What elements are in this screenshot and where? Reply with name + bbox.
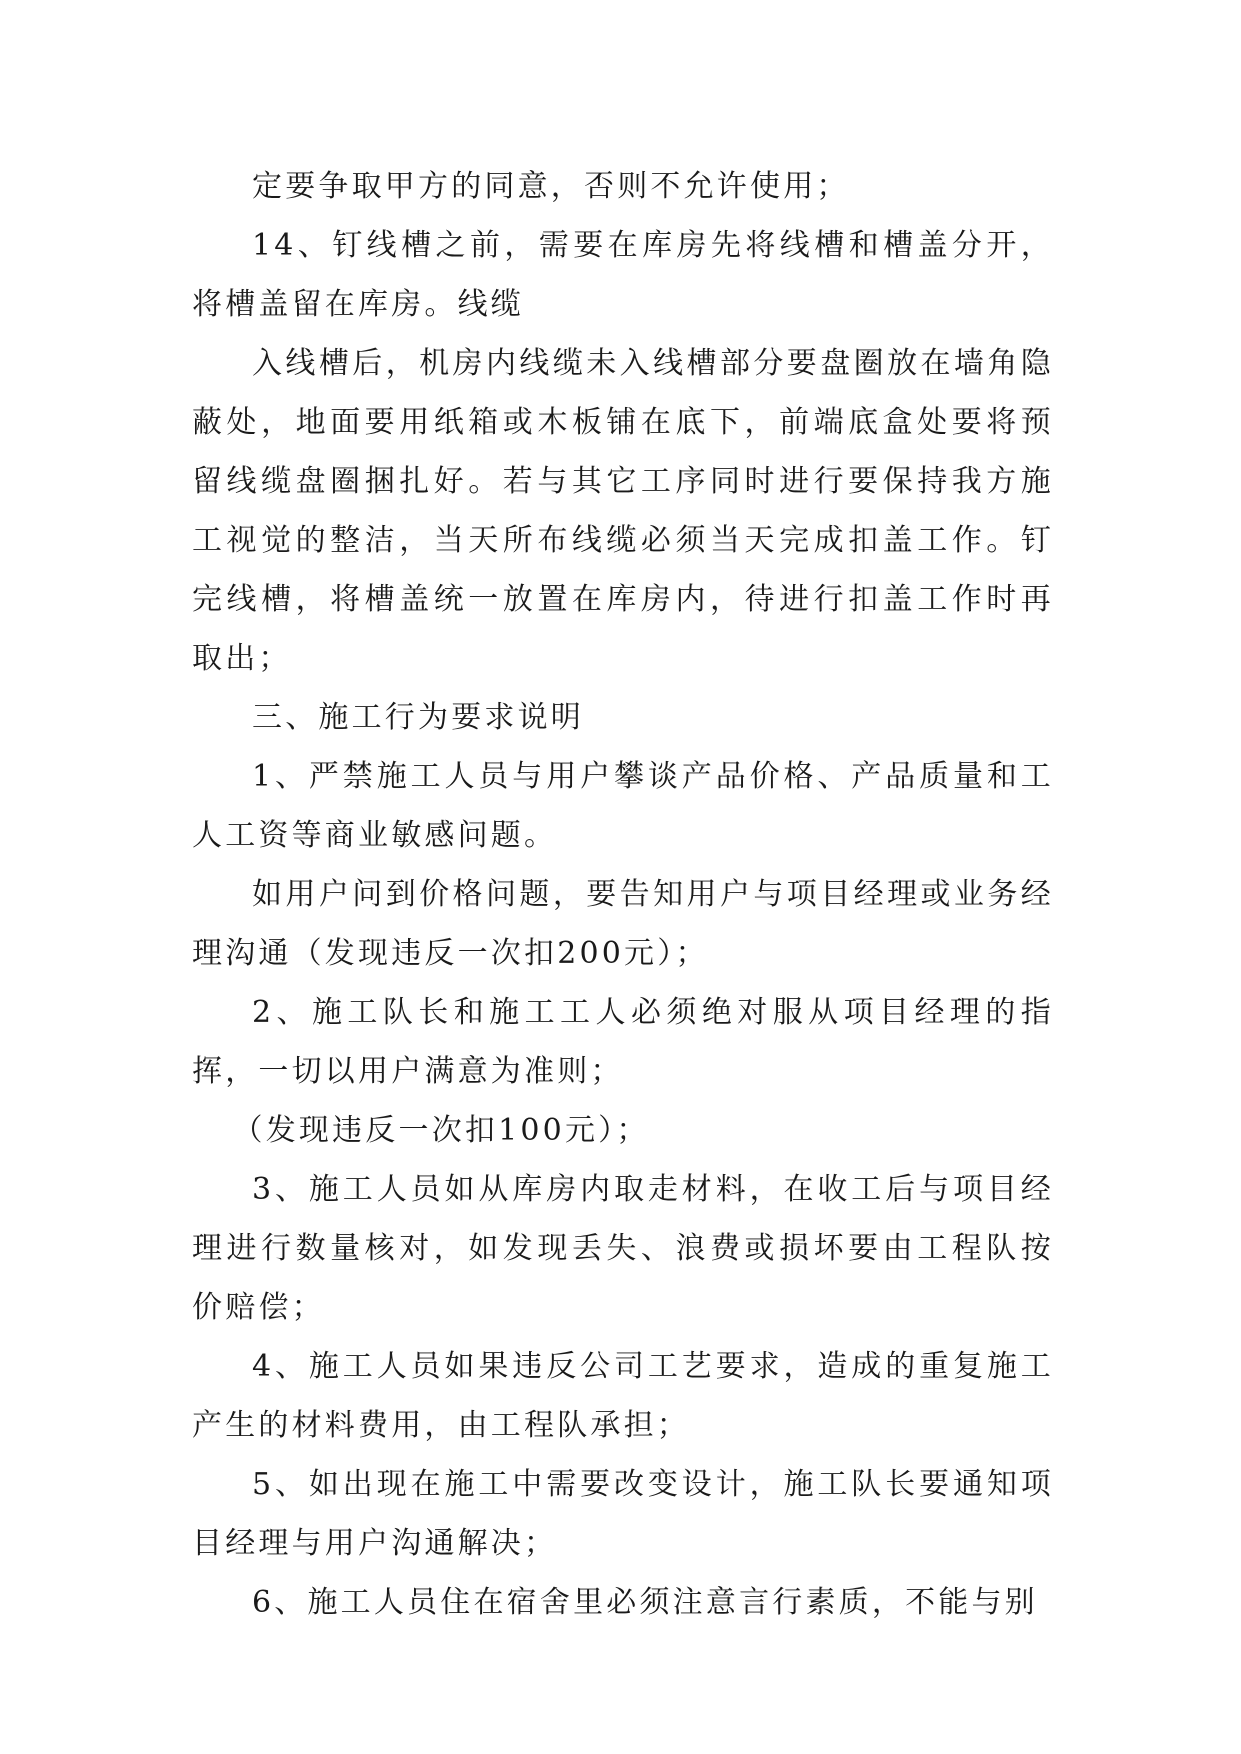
document-body bbox=[192, 157, 1054, 1632]
paragraph-12: 6、施工人员住在宿舍里必须注意言行素质，不能与别 bbox=[252, 1585, 1038, 1620]
paragraph-7: 2、施工队长和施工工人必须绝对服从项目经理的指挥，一切以用户满意为准则； bbox=[192, 995, 1054, 1089]
paragraph-1: 定要争取甲方的同意，否则不允许使用； bbox=[252, 169, 850, 204]
section-heading: 三、施工行为要求说明 bbox=[252, 700, 584, 735]
paragraph-10: 4、施工人员如果违反公司工艺要求，造成的重复施工产生的材料费用，由工程队承担； bbox=[192, 1349, 1054, 1443]
paragraph-2: 14、钉线槽之前，需要在库房先将线槽和槽盖分开，将槽盖留在库房。线缆 bbox=[192, 228, 1054, 322]
paragraph-6: 如用户问到价格问题，要告知用户与项目经理或业务经理沟通（发现违反一次扣200元）； bbox=[192, 877, 1054, 971]
paragraph-5: 1、严禁施工人员与用户攀谈产品价格、产品质量和工人工资等商业敏感问题。 bbox=[192, 759, 1054, 853]
paragraph-9: 3、施工人员如从库房内取走材料，在收工后与项目经理进行数量核对，如发现丢失、浪费或损坏要由工程队按价赔偿； bbox=[192, 1172, 1054, 1325]
paragraph-8: （发现违反一次扣100元）； bbox=[232, 1113, 650, 1148]
paragraph-11: 5、如出现在施工中需要改变设计，施工队长要通知项目经理与用户沟通解决； bbox=[192, 1467, 1054, 1561]
paragraph-3: 入线槽后，机房内线缆未入线槽部分要盘圈放在墙角隐蔽处，地面要用纸箱或木板铺在底下，前端底盒处要将预留线缆盘圈捆扎好。若与其它工序同时进行要保持我方施工视觉的整洁，当天所布线缆必须当天完成扣盖工作。钉完线槽，将槽盖统一放置在库房内，待进行扣盖工作时再取出； bbox=[192, 346, 1054, 676]
